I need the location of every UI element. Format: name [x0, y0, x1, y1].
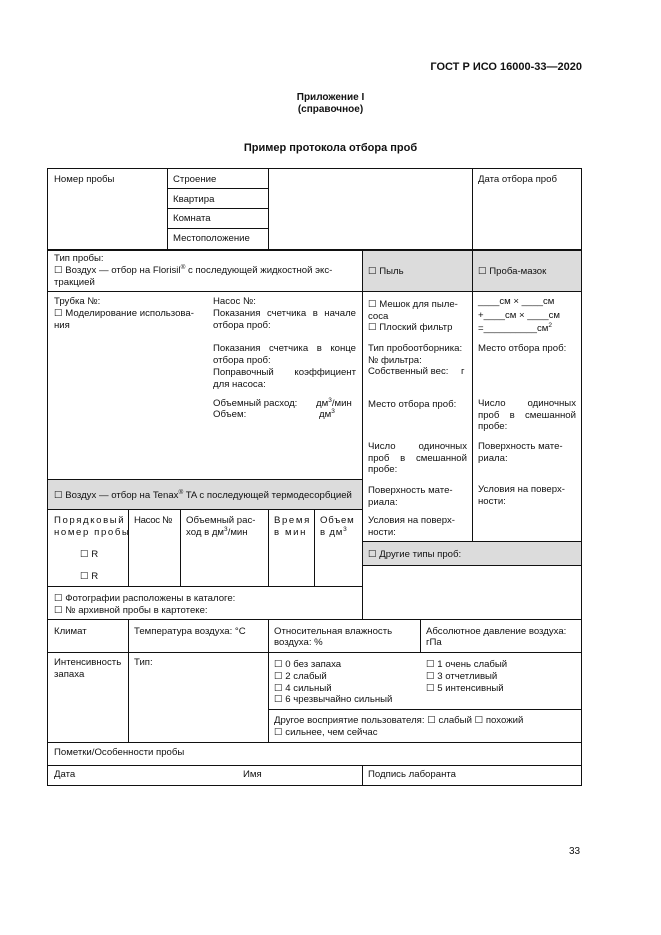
appendix-title: Приложение I — [296, 92, 365, 103]
smear-area-line-1: ____см × ____см — [478, 296, 555, 307]
volume-unit: $дм^3$ — [319, 407, 335, 420]
date-label: Дата — [54, 769, 76, 780]
sample-number-label: Номер пробы — [54, 174, 115, 185]
sampler-type-label: Тип пробоотборника: — [368, 343, 463, 354]
odor-option-1[interactable]: ☐ 1 очень слабый — [426, 659, 508, 670]
tenax-col-flow: Объемный рас- ход в $дм^3$/мин — [186, 515, 256, 538]
smear-surface-conditions-label: Условия на поверх- ности: — [478, 484, 565, 507]
own-weight-label: Собственный вес: — [368, 366, 449, 377]
apartment-label: Квартира — [173, 194, 215, 205]
odor-type-label: Тип: — [134, 657, 153, 668]
flow-rate-unit: $дм^3$/мин — [316, 396, 352, 409]
pump-number-label: Насос №: — [213, 296, 256, 307]
smear-area-line-2: +____см × ____см — [478, 310, 561, 321]
sample-type-label: Тип пробы: — [54, 253, 104, 264]
smear-single-samples-label: Число одиночных проб в смешанной пробе: — [478, 398, 576, 433]
photos-catalog-option[interactable]: ☐ Фотографии расположены в каталоге: — [54, 593, 236, 604]
dust-sampling-place-label: Место отбора проб: — [368, 399, 457, 410]
tenax-col-time: Время в мин — [274, 515, 311, 538]
tenax-row-r2[interactable]: ☐ R — [80, 571, 99, 582]
pressure-label: Абсолютное давление воздуха: — [426, 626, 567, 637]
room-label: Комната — [173, 213, 211, 224]
odor-option-6[interactable]: ☐ 6 чрезвычайно сильный — [274, 694, 393, 705]
flow-rate-label: Объемный расход: — [213, 398, 298, 409]
flat-filter-option[interactable]: ☐ Плоский фильтр — [368, 322, 453, 333]
odor-option-3[interactable]: ☐ 3 отчетливый — [426, 671, 498, 682]
pressure-unit: гПа — [426, 637, 442, 648]
appendix-subtitle: (справочное) — [297, 104, 364, 115]
air-tenax-option[interactable]: ☐ Воздух — отбор на Tenax® TA с последующей термодесорбцией — [54, 488, 352, 501]
smear-area-total: $=\_\_\_\_\_\_\_\_\_\_см^2$ — [478, 321, 552, 334]
odor-option-5[interactable]: ☐ 5 интенсивный — [426, 683, 504, 694]
smear-option[interactable]: ☐ Проба-мазок — [478, 266, 547, 277]
odor-option-0[interactable]: ☐ 0 без запаха — [274, 659, 342, 670]
building-label: Строение — [173, 174, 217, 185]
climate-label: Климат — [54, 626, 87, 637]
name-label: Имя — [243, 769, 262, 780]
air-temperature-label: Температура воздуха: °C — [134, 626, 246, 637]
filter-number-label: № фильтра: — [368, 355, 422, 366]
dust-single-samples-label: Число одиночных проб в смешанной пробе: — [368, 441, 467, 476]
user-perception-stronger-option[interactable]: ☐ сильнее, чем сейчас — [274, 727, 378, 738]
humidity-label: Относительная влажность — [274, 626, 393, 637]
smear-material-surface-label: Поверхность мате- риала: — [478, 441, 563, 464]
lab-signature-label: Подпись лаборанта — [368, 769, 456, 780]
odor-option-4[interactable]: ☐ 4 сильный — [274, 683, 332, 694]
tube-number-label: Трубка №: — [54, 296, 101, 307]
other-types-option[interactable]: ☐ Другие типы проб: — [368, 549, 462, 560]
sampling-date-label: Дата отбора проб — [478, 174, 557, 185]
dust-option[interactable]: ☐ Пыль — [368, 266, 404, 277]
use-modeling-option[interactable]: ☐ Моделирование использова- ния — [54, 308, 194, 331]
location-label: Местоположение — [173, 233, 250, 244]
sample-notes-label: Пометки/Особенности пробы — [54, 747, 185, 758]
vacuum-bag-option[interactable]: ☐ Мешок для пыле- соса — [368, 299, 458, 322]
dust-surface-conditions-label: Условия на поверх- ности: — [368, 515, 455, 538]
dust-material-surface-label: Поверхность мате- риала: — [368, 485, 453, 508]
standard-code: ГОСТ Р ИСО 16000-33—2020 — [430, 61, 582, 73]
humidity-label-cont: воздуха: % — [274, 637, 323, 648]
page-number: 33 — [569, 846, 581, 857]
form-title: Пример протокола отбора проб — [243, 142, 418, 154]
counter-end-label: Показания счетчика в конце отбора проб: — [213, 343, 356, 366]
counter-start-label: Показания счетчика в начале отбора проб: — [213, 308, 356, 331]
user-perception-label: Другое восприятие пользователя: ☐ слабый ☐ похожий — [274, 715, 524, 726]
tenax-col-volume: Объем в $дм^3$ — [320, 515, 355, 538]
odor-intensity-label: Интенсивность запаха — [54, 657, 122, 680]
odor-option-2[interactable]: ☐ 2 слабый — [274, 671, 327, 682]
tenax-row-r1[interactable]: ☐ R — [80, 549, 99, 560]
archive-number-option[interactable]: ☐ № архивной пробы в картотеке: — [54, 605, 208, 616]
air-florisil-option-cont: тракцией — [54, 277, 95, 288]
air-florisil-option[interactable]: ☐ Воздух — отбор на Florisil® с последующей жидкостной экс- — [54, 263, 333, 276]
volume-label: Объем: — [213, 409, 247, 420]
smear-sampling-place-label: Место отбора проб: — [478, 343, 567, 354]
tenax-col-sequence: Порядковый номер пробы — [54, 515, 131, 538]
own-weight-unit: г — [461, 366, 465, 377]
correction-factor-label: Поправочный коэффициент для насоса: — [213, 367, 356, 390]
tenax-col-pump: Насос № — [134, 515, 173, 526]
